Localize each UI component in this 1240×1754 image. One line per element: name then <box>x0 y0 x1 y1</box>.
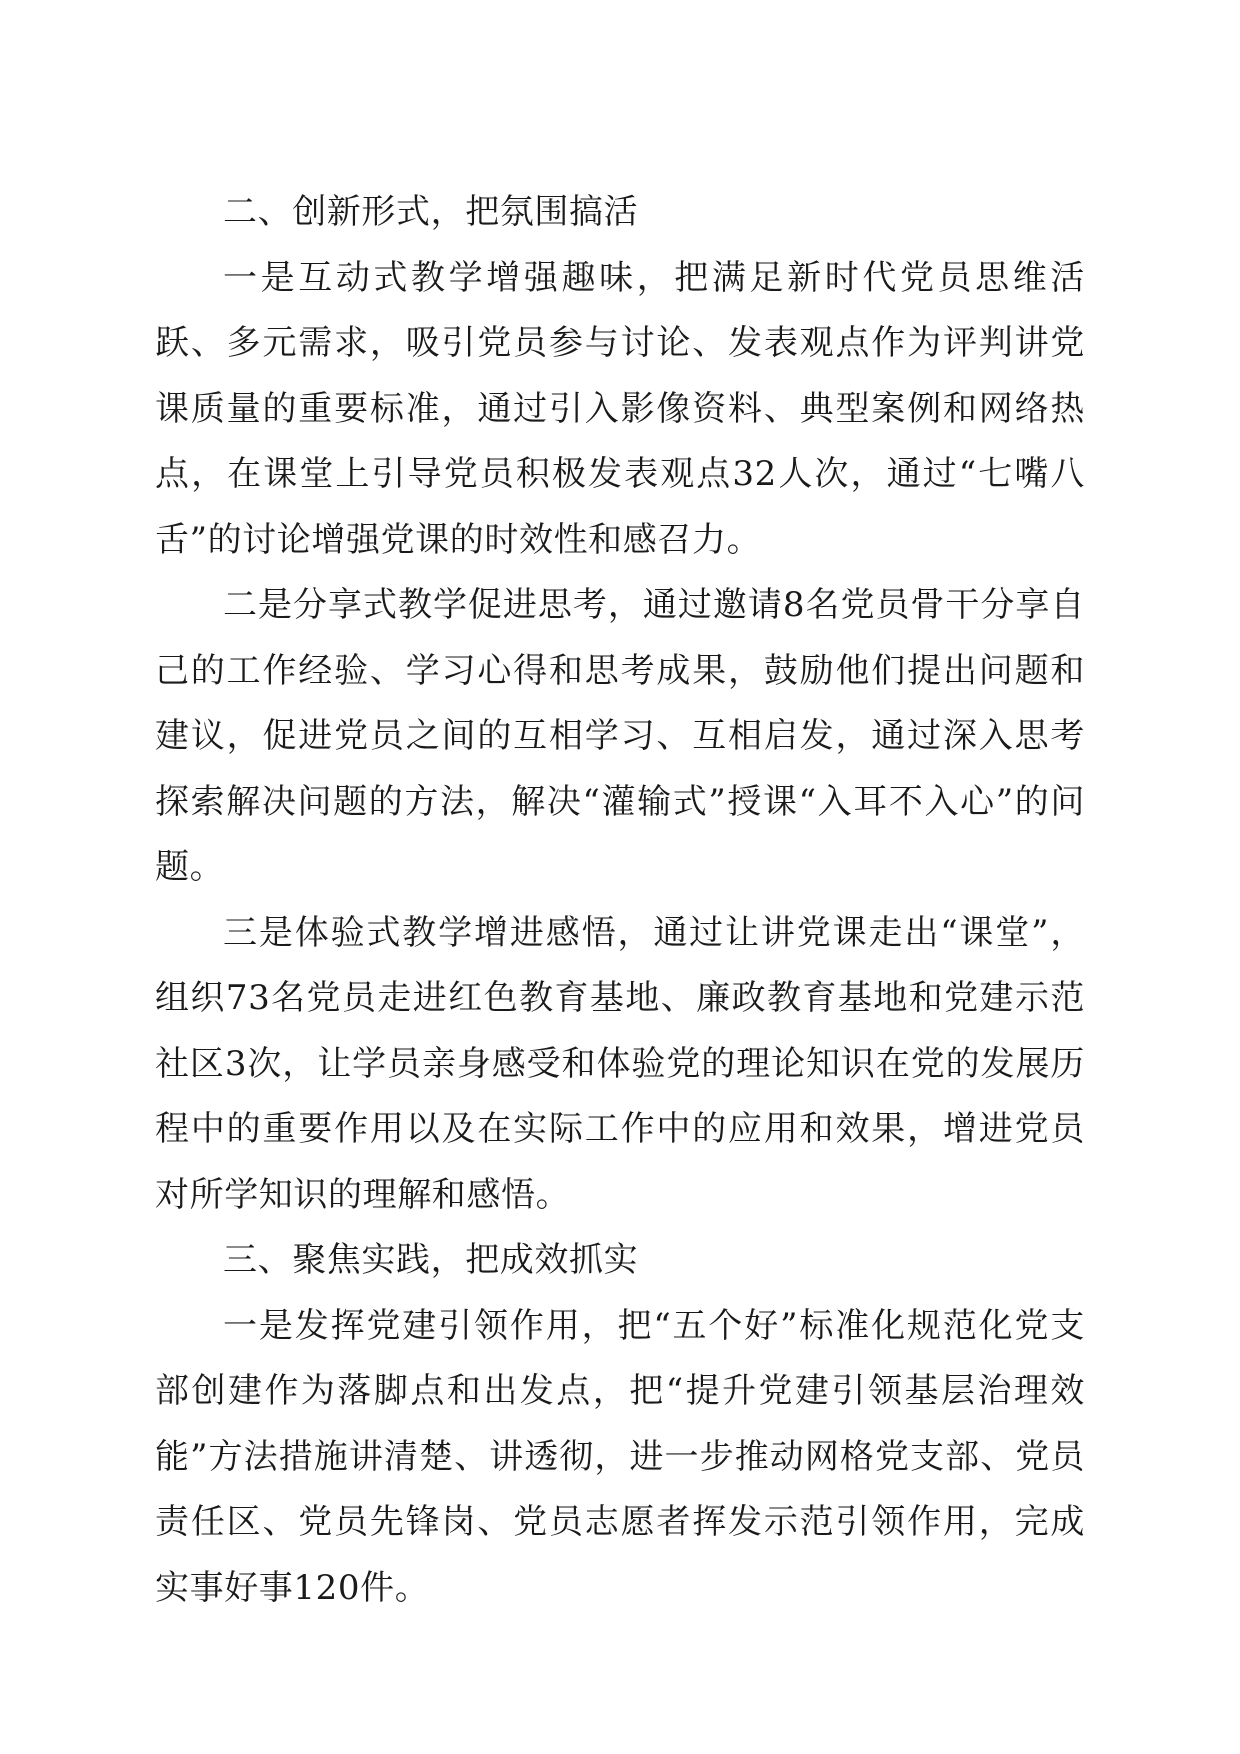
paragraph-party-building-lead: 一是发挥党建引领作用，把“五个好”标准化规范化党支部创建作为落脚点和出发点，把“提升党建引领基层治理效能”方法措施讲清楚、讲透彻，进一步推动网格党支部、党员责任区、党员先锋岗、党员志愿者挥发示范引领作用，完成实事好事120件。 <box>155 1305 1085 1608</box>
section-heading-focus-practice: 三、聚焦实践，把成效抓实 <box>223 1240 639 1280</box>
section-heading-innovate-form: 二、创新形式，把氛围搞活 <box>223 192 639 232</box>
paragraph-sharing-teaching: 二是分享式教学促进思考，通过邀请8名党员骨干分享自己的工作经验、学习心得和思考成果，鼓励他们提出问题和建议，促进党员之间的互相学习、互相启发，通过深入思考探索解决问题的方法，解决“灌输式”授课“入耳不入心”的问题。 <box>155 585 1085 887</box>
document-body <box>155 180 1085 1621</box>
paragraph-interactive-teaching: 一是互动式教学增强趣味，把满足新时代党员思维活跃、多元需求，吸引党员参与讨论、发表观点作为评判讲党课质量的重要标准，通过引入影像资料、典型案例和网络热点，在课堂上引导党员积极发表观点32人次，通过“七嘴八舌”的讨论增强党课的时效性和感召力。 <box>155 257 1085 560</box>
paragraph-experiential-teaching: 三是体验式教学增进感悟，通过让讲党课走出“课堂”，组织73名党员走进红色教育基地、廉政教育基地和党建示范社区3次，让学员亲身感受和体验党的理论知识在党的发展历程中的重要作用以及在实际工作中的应用和效果，增进党员对所学知识的理解和感悟。 <box>155 912 1085 1215</box>
